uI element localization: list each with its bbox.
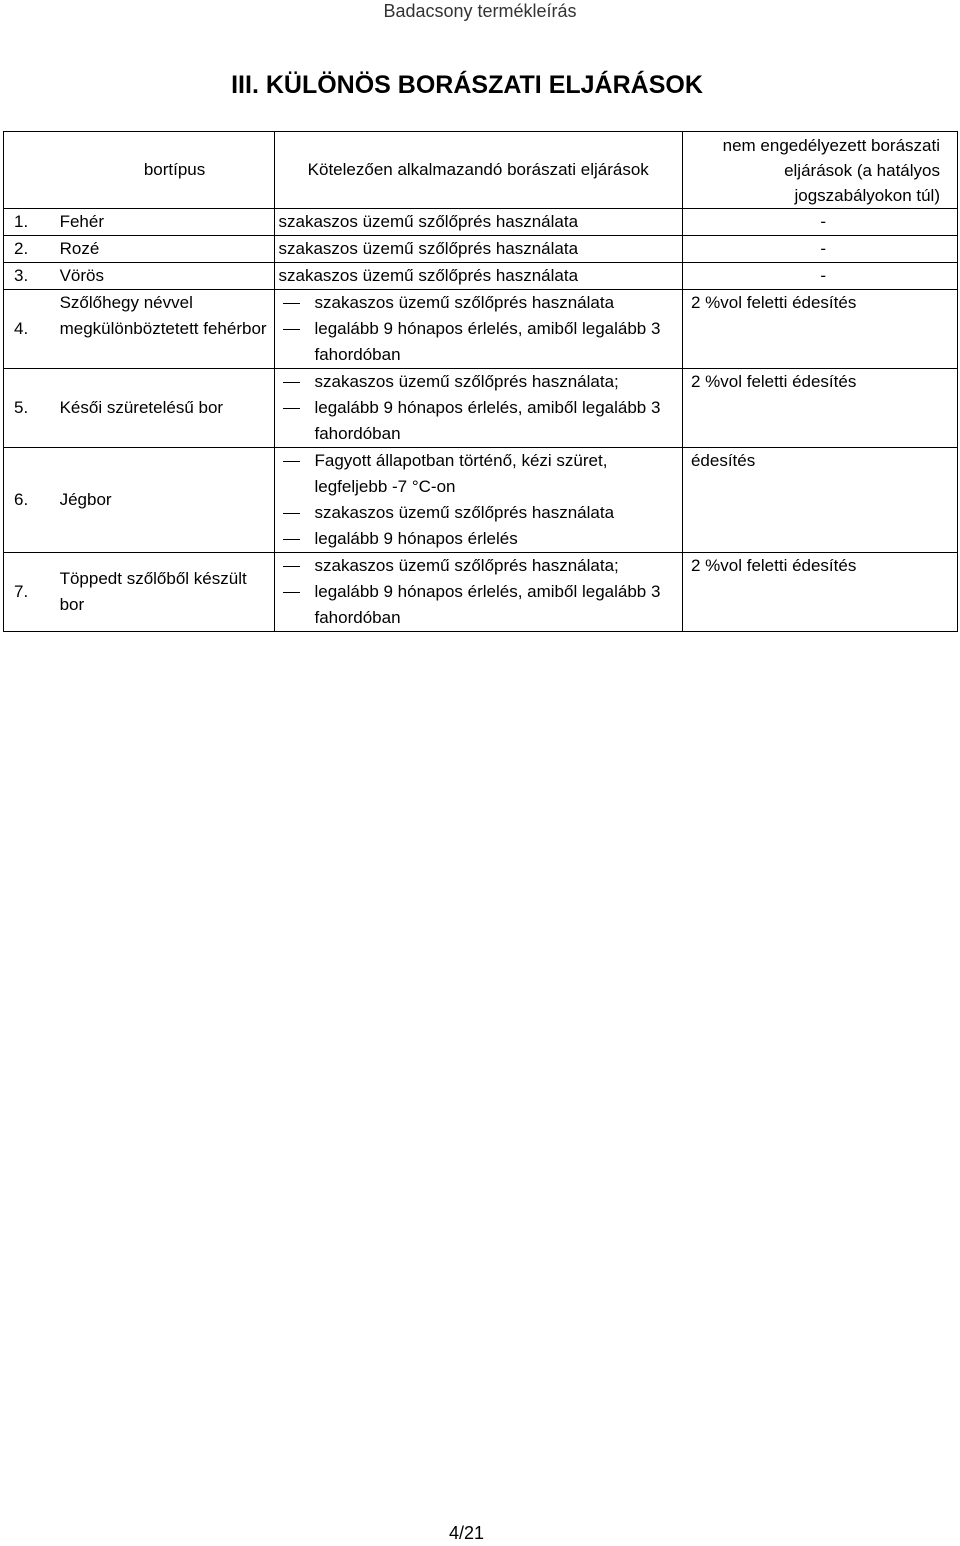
row-procedures bbox=[274, 448, 682, 553]
table-row bbox=[4, 448, 958, 553]
table-row bbox=[4, 209, 958, 236]
procedure-item: szakaszos üzemű szőlőprés használata; bbox=[315, 553, 682, 579]
table-row bbox=[4, 369, 958, 448]
row-forbidden: 2 %vol feletti édesítés bbox=[682, 290, 957, 369]
table-header-row bbox=[4, 132, 958, 209]
row-procedures bbox=[274, 290, 682, 369]
row-number: 7. bbox=[4, 553, 54, 632]
procedure-item: legalább 9 hónapos érlelés, amiből legalább 3 fahordóban bbox=[315, 316, 682, 368]
section-title: III. KÜLÖNÖS BORÁSZATI ELJÁRÁSOK bbox=[231, 71, 703, 99]
header-forbidden bbox=[682, 132, 957, 209]
row-number: 6. bbox=[4, 448, 54, 553]
procedure-item: szakaszos üzemű szőlőprés használata bbox=[315, 500, 682, 526]
table-row bbox=[4, 263, 958, 290]
header-num-cell bbox=[4, 132, 54, 209]
procedure-item: szakaszos üzemű szőlőprés használata bbox=[315, 290, 682, 316]
header-forbidden-line: jogszabályokon túl) bbox=[794, 186, 940, 205]
table-row bbox=[4, 236, 958, 263]
procedures-table bbox=[3, 131, 958, 632]
header-forbidden-line: eljárások (a hatályos bbox=[784, 161, 940, 180]
row-forbidden: - bbox=[682, 263, 957, 290]
row-forbidden: 2 %vol feletti édesítés bbox=[682, 369, 957, 448]
row-procedure: szakaszos üzemű szőlőprés használata bbox=[274, 263, 682, 290]
row-type: Töppedt szőlőből készült bor bbox=[54, 553, 274, 632]
header-type: bortípus bbox=[54, 132, 274, 209]
row-number: 3. bbox=[4, 263, 54, 290]
header-procedures: Kötelezően alkalmazandó borászati eljárások bbox=[274, 132, 682, 209]
row-forbidden: 2 %vol feletti édesítés bbox=[682, 553, 957, 632]
procedure-item: szakaszos üzemű szőlőprés használata; bbox=[315, 369, 682, 395]
row-procedure: szakaszos üzemű szőlőprés használata bbox=[274, 236, 682, 263]
row-type: Rozé bbox=[54, 236, 274, 263]
row-number: 4. bbox=[4, 290, 54, 369]
procedure-item: legalább 9 hónapos érlelés, amiből legalább 3 fahordóban bbox=[315, 395, 682, 447]
table-row bbox=[4, 290, 958, 369]
row-number: 1. bbox=[4, 209, 54, 236]
procedure-item: Fagyott állapotban történő, kézi szüret, legfeljebb -7 °C-on bbox=[315, 448, 682, 500]
row-procedures bbox=[274, 553, 682, 632]
page-number: 4/21 bbox=[448, 1523, 485, 1543]
row-number: 5. bbox=[4, 369, 54, 448]
header-forbidden-line: nem engedélyezett borászati bbox=[722, 136, 940, 155]
row-type: Jégbor bbox=[54, 448, 274, 553]
procedure-item: legalább 9 hónapos érlelés bbox=[315, 526, 682, 552]
row-procedure: szakaszos üzemű szőlőprés használata bbox=[274, 209, 682, 236]
row-forbidden: - bbox=[682, 236, 957, 263]
row-forbidden: - bbox=[682, 209, 957, 236]
row-type: Késői szüretelésű bor bbox=[54, 369, 274, 448]
row-procedures bbox=[274, 369, 682, 448]
document-header: Badacsony termékleírás bbox=[383, 1, 577, 21]
row-number: 2. bbox=[4, 236, 54, 263]
table-row bbox=[4, 553, 958, 632]
row-forbidden: édesítés bbox=[682, 448, 957, 553]
row-type: Vörös bbox=[54, 263, 274, 290]
row-type: Fehér bbox=[54, 209, 274, 236]
row-type: Szőlőhegy névvel megkülönböztetett fehérbor bbox=[54, 290, 274, 369]
procedure-item: legalább 9 hónapos érlelés, amiből legalább 3 fahordóban bbox=[315, 579, 682, 631]
